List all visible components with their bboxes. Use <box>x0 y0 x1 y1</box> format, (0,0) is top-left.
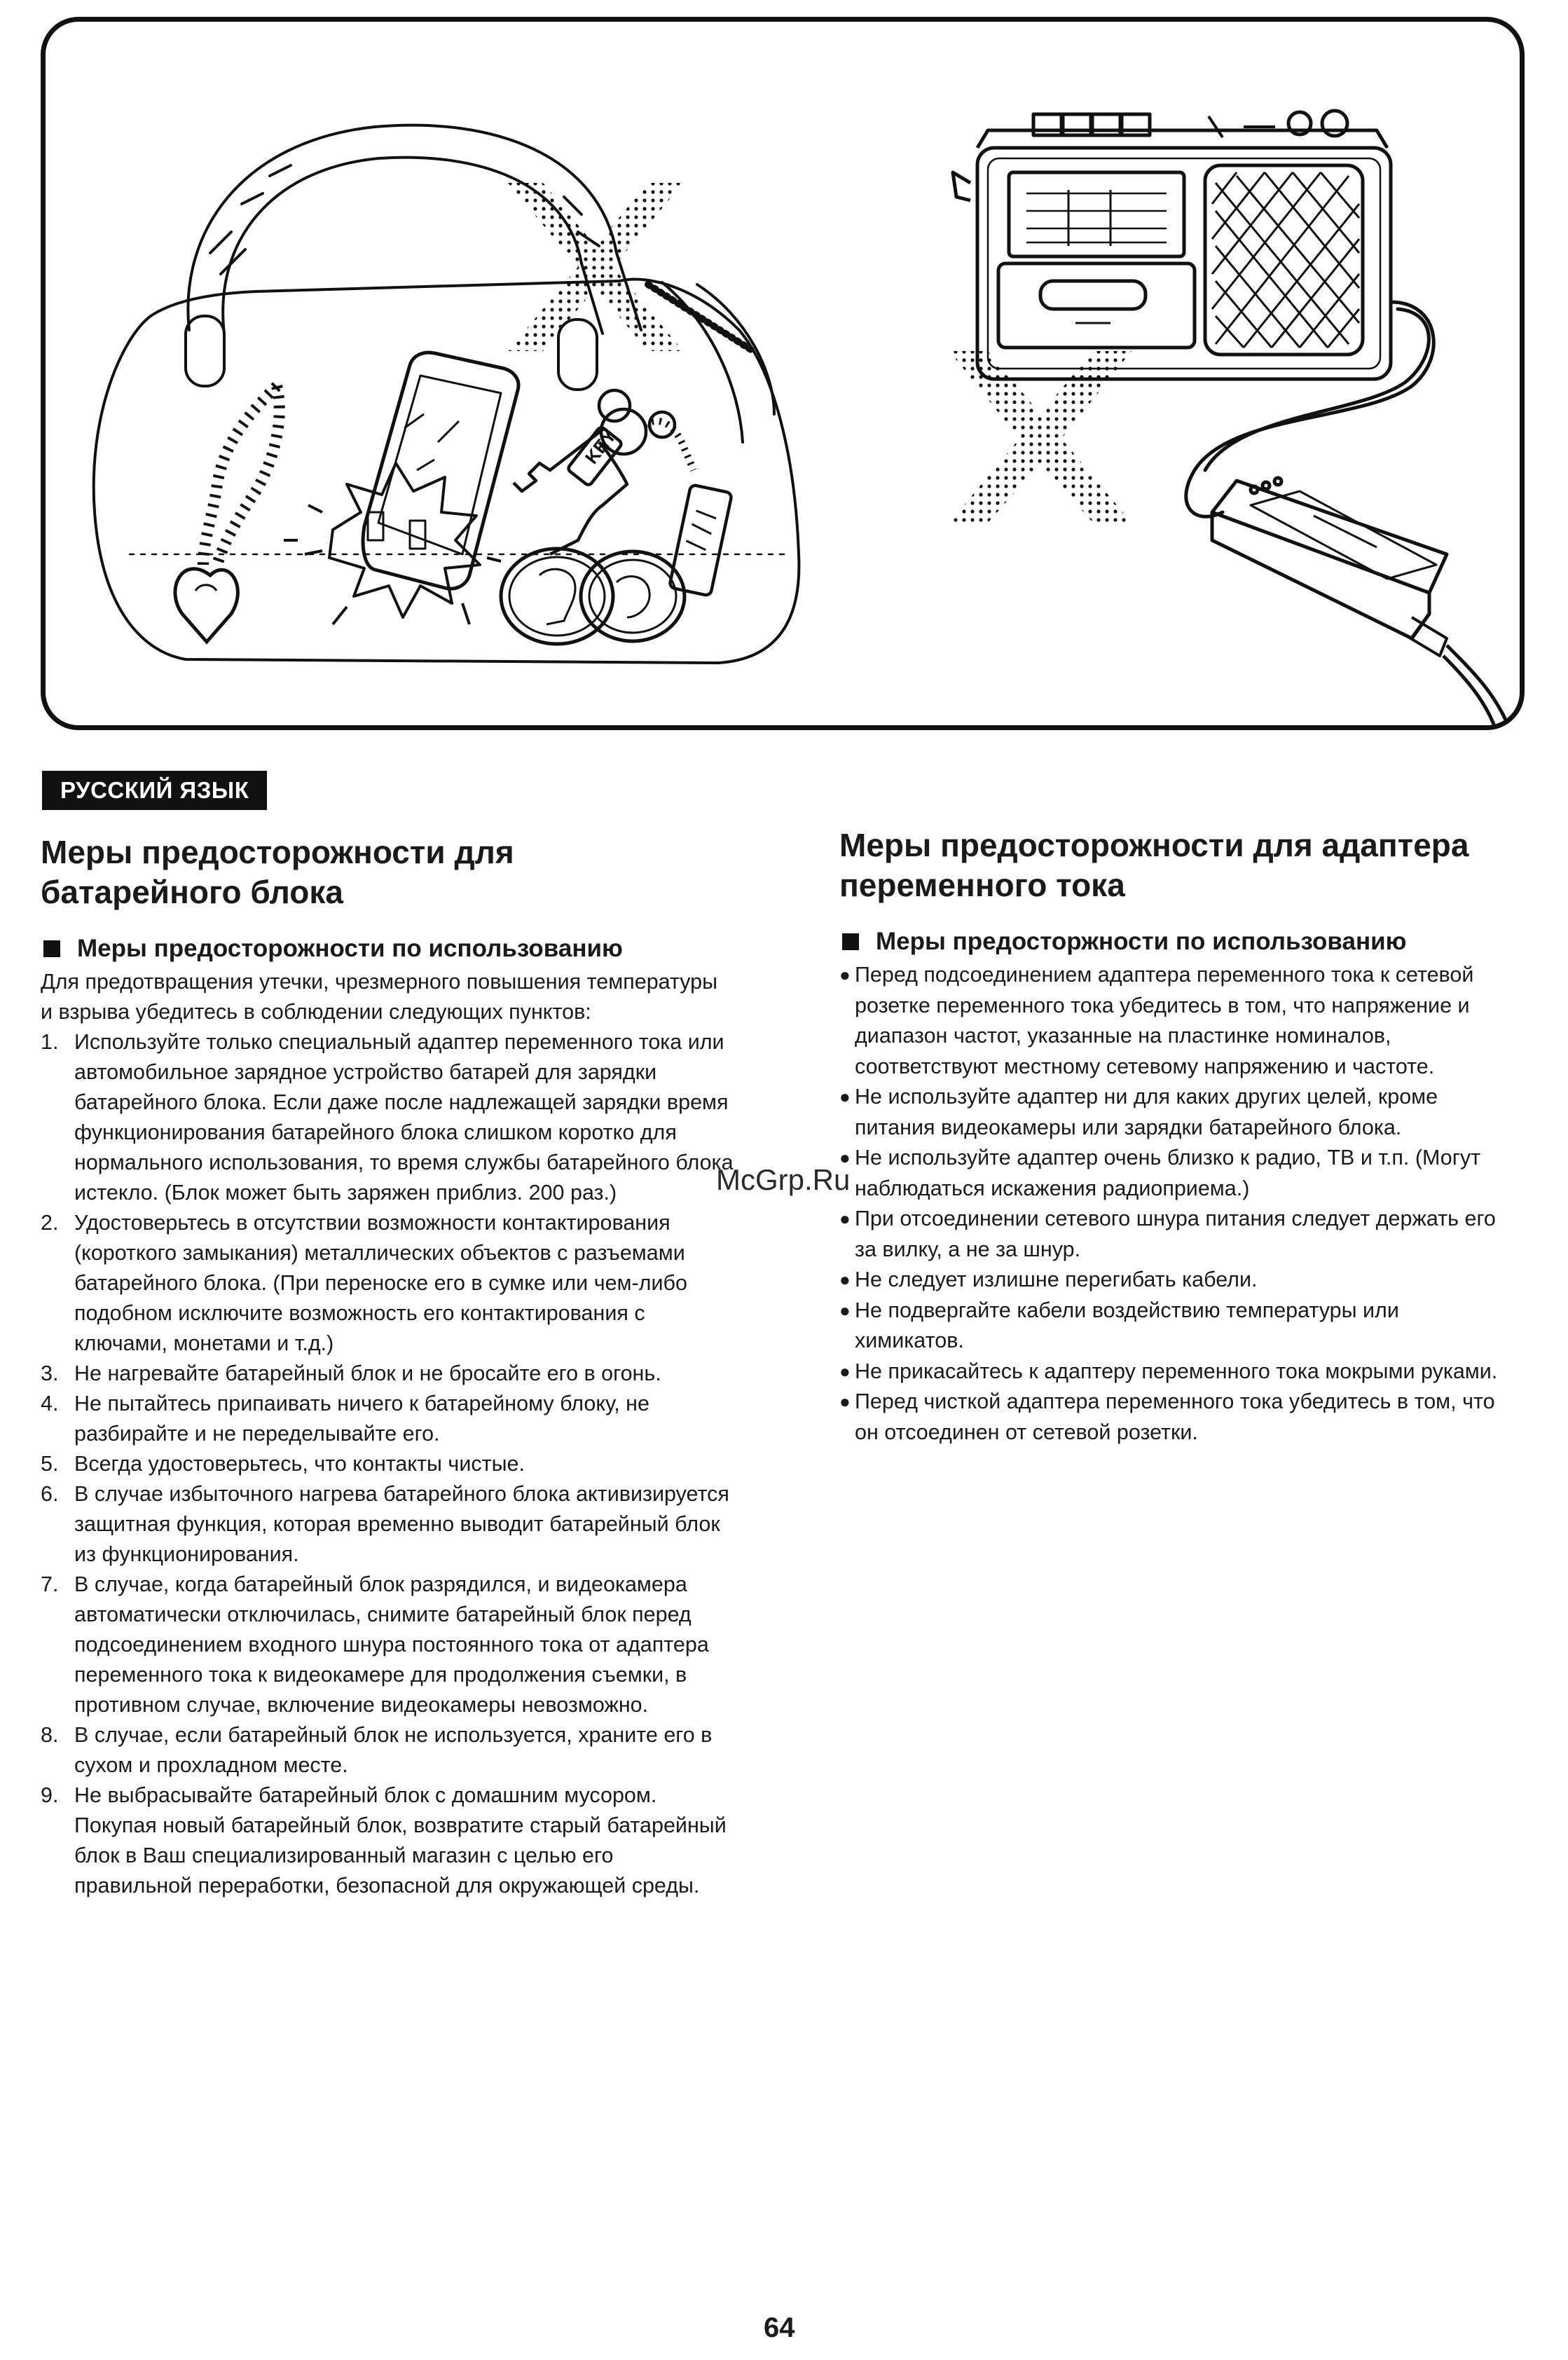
item-text: Не подвергайте кабели воздействию температуры или химикатов. <box>855 1298 1399 1352</box>
item-text: В случае избыточного нагрева батарейного блока активизируется защитная функция, которая временно выводит батарейный блок из функционирования. <box>74 1482 729 1566</box>
prohibition-x-right-icon <box>949 351 1132 523</box>
item-number: 8. <box>41 1723 59 1747</box>
battery-precautions-section <box>41 832 734 1901</box>
list-item <box>41 1389 734 1449</box>
item-text: Не используйте адаптер ни для каких других целей, кроме питания видеокамеры или зарядки батарейного блока. <box>855 1085 1438 1139</box>
adapter-title-line2: переменного тока <box>839 867 1125 903</box>
battery-pack-icon <box>284 352 518 624</box>
battery-title-line1: Меры предосторожности для <box>41 834 514 870</box>
item-number: 9. <box>41 1783 59 1807</box>
bullet-dot-icon: ● <box>839 1208 851 1229</box>
list-item <box>41 1027 734 1208</box>
item-text: Перед чисткой адаптера переменного тока убедитесь в том, что он отсоединен от сетевой розетки. <box>855 1390 1495 1444</box>
bullet-dot-icon: ● <box>839 1360 851 1382</box>
bullet-dot-icon: ● <box>839 1299 851 1321</box>
item-text: Удостоверьтесь в отсутствии возможности контактирования (короткого замыкания) металлических объектов с разъемами батарейного блока. (При переноске его в сумке или чем-либо подобном исключите возможность его контактирования с ключами, монетами и т.д.) <box>74 1211 687 1355</box>
list-item <box>839 1143 1512 1204</box>
adapter-subheading-text: Меры предосторжности по использованию <box>876 928 1407 955</box>
item-number: 7. <box>41 1572 59 1596</box>
list-item <box>41 1449 734 1479</box>
item-number: 1. <box>41 1030 59 1054</box>
chain-heart-icon <box>175 386 280 642</box>
bullet-dot-icon: ● <box>839 1391 851 1412</box>
page-number: 64 <box>764 2312 795 2343</box>
adapter-precautions-section <box>839 827 1512 1448</box>
item-text: Не нагревайте батарейный блок и не бросайте его в огонь. <box>74 1361 661 1385</box>
adapter-section-title <box>839 825 1512 905</box>
battery-title-line2: батарейного блока <box>41 874 343 910</box>
battery-subheading-text: Меры предосторожности по использованию <box>77 935 623 962</box>
list-item <box>839 1387 1512 1448</box>
item-text: Не следует излишне перегибать кабели. <box>855 1268 1258 1291</box>
battery-intro: Для предотвращения утечки, чрезмерного повышения температуры и взрыва убедитесь в соблюдении следующих пунктов: <box>41 970 718 1024</box>
list-item <box>839 1082 1512 1143</box>
item-text: Используйте только специальный адаптер переменного тока или автомобильное зарядное устройство батарей для зарядки батарейного блока. Если даже после надлежащей зарядки время функционирования батарейного блока слишком коротко для нормального использования, то время службы батарейного блока истекло. (Блок может быть заряжен приблиз. 200 раз.) <box>74 1030 734 1205</box>
item-number: 3. <box>41 1361 59 1385</box>
list-item <box>41 1781 734 1901</box>
battery-subheading <box>41 933 734 964</box>
adapter-subheading <box>839 926 1512 957</box>
adapter-bullet-list <box>839 960 1512 1448</box>
radio-cassette-icon <box>953 111 1391 379</box>
list-item <box>839 1204 1512 1265</box>
ac-adapter-icon <box>1212 478 1510 729</box>
item-number: 6. <box>41 1482 59 1506</box>
battery-items-list <box>41 1027 734 1901</box>
item-text: Не пытайтесь припаивать ничего к батарейному блоку, не разбирайте и не переделывайте его. <box>74 1392 649 1446</box>
list-item <box>41 1208 734 1359</box>
item-text: Не выбрасывайте батарейный блок с домашним мусором. Покупая новый батарейный блок, возвратите старый батарейный блок в Ваш специализированный магазин с целью его правильной переработки, безопасной для окружающей среды. <box>74 1783 727 1898</box>
keys-icon <box>514 390 732 596</box>
adapter-title-line1: Меры предосторожности для адаптера <box>839 827 1469 863</box>
item-number: 5. <box>41 1452 59 1476</box>
coins-icon <box>501 549 685 644</box>
list-item <box>839 1357 1512 1387</box>
item-text: В случае, когда батарейный блок разрядился, и видеокамера автоматически отключилась, снимите батарейный блок перед подсоединением входного шнура постоянного тока от адаптера переменного тока к видеокамере для продолжения съемки, в противном случае, включение видеокамеры невозможно. <box>74 1572 709 1717</box>
bullet-dot-icon: ● <box>839 964 851 985</box>
language-badge: РУССКИЙ ЯЗЫК <box>42 771 267 810</box>
bullet-dot-icon: ● <box>839 1086 851 1107</box>
list-item <box>839 1296 1512 1357</box>
item-number: 2. <box>41 1211 59 1235</box>
watermark-text: McGrp.Ru <box>716 1163 851 1196</box>
list-item <box>839 1265 1512 1296</box>
key-tag-label: KEY <box>580 425 621 468</box>
list-item <box>41 1570 734 1720</box>
item-text: Не прикасайтесь к адаптеру переменного тока мокрыми руками. <box>855 1359 1498 1383</box>
bullet-dot-icon: ● <box>839 1147 851 1168</box>
item-number: 4. <box>41 1392 59 1415</box>
square-bullet-icon <box>43 940 60 957</box>
list-item <box>839 960 1512 1082</box>
battery-section-title <box>41 832 734 912</box>
item-text: Перед подсоединением адаптера переменного тока к сетевой розетке переменного тока убедитесь в том, что напряжение и диапазон частот, указанные на пластинке номиналов, соответствуют местному сетевому напряжению и частоте. <box>855 963 1474 1078</box>
bullet-dot-icon: ● <box>839 1269 851 1290</box>
item-text: Всегда удостоверьтесь, что контакты чистые. <box>74 1452 525 1476</box>
warning-illustration <box>46 22 1525 730</box>
square-bullet-icon <box>842 933 859 950</box>
list-item <box>41 1359 734 1389</box>
item-text: При отсоединении сетевого шнура питания следует держать его за вилку, а не за шнур. <box>855 1207 1496 1261</box>
item-text: В случае, если батарейный блок не используется, храните его в сухом и прохладном месте. <box>74 1723 713 1777</box>
list-item <box>41 1479 734 1570</box>
item-text: Не используйте адаптер очень близко к радио, ТВ и т.п. (Могут наблюдаться искажения радиоприема.) <box>855 1146 1481 1200</box>
prohibition-x-left-icon <box>508 183 683 351</box>
illustration-panel <box>41 17 1525 730</box>
list-item <box>41 1720 734 1781</box>
